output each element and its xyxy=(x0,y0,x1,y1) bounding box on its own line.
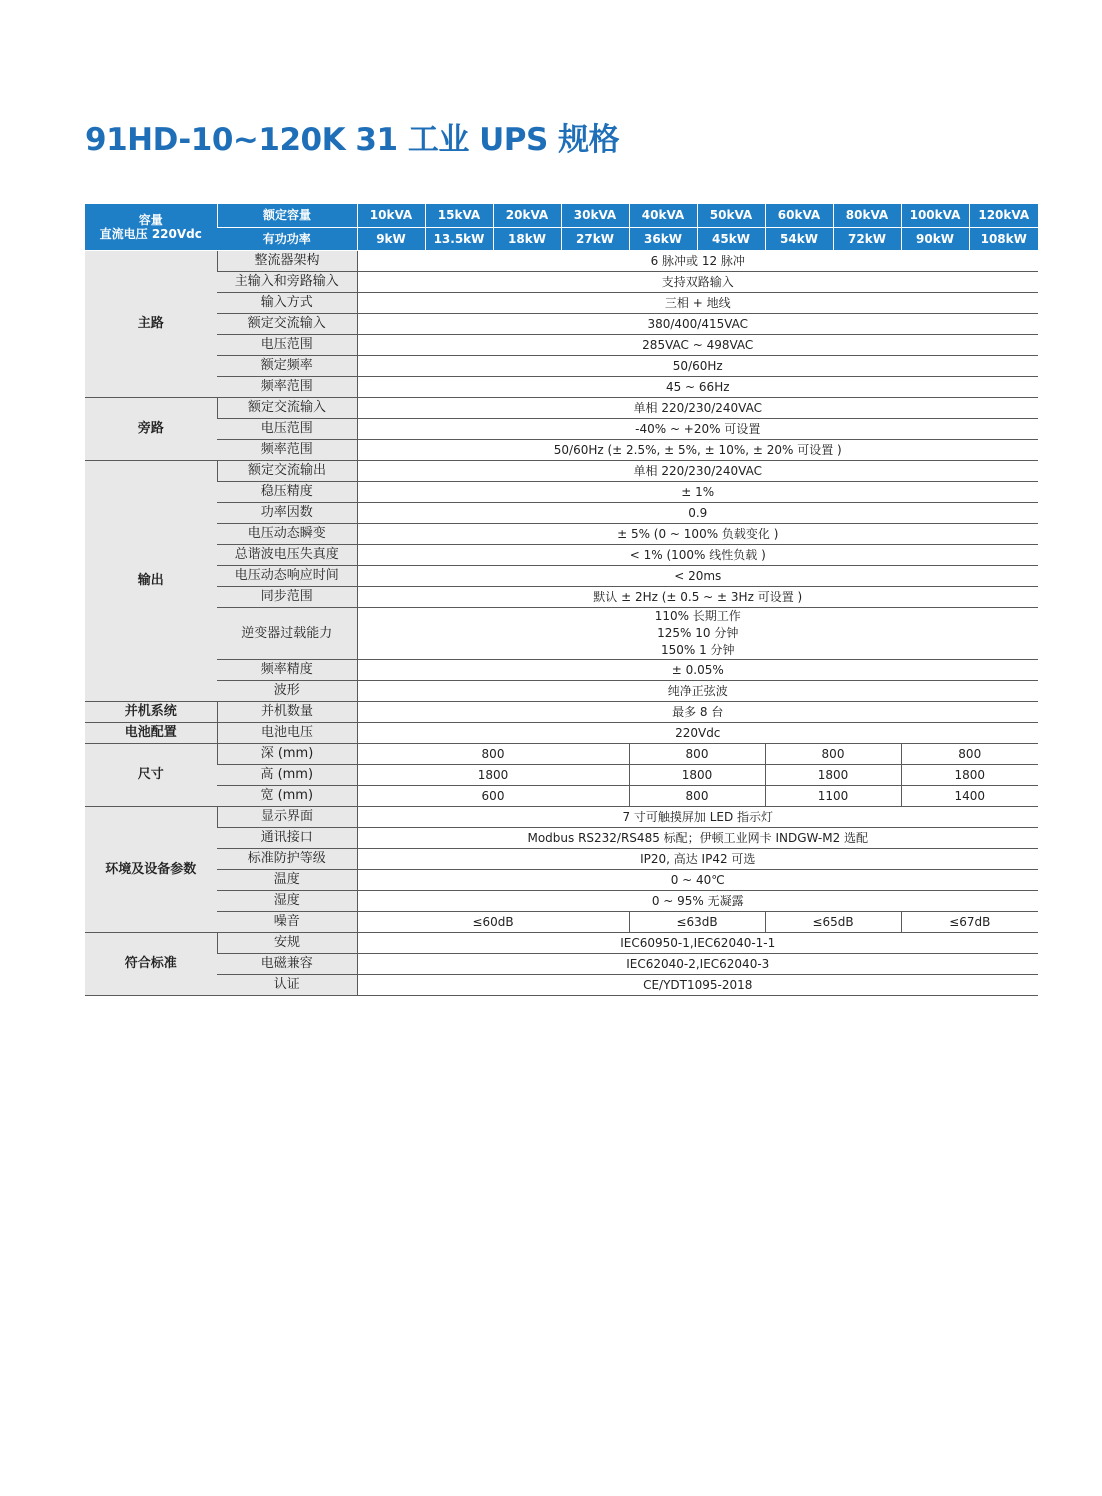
row-value: 600 xyxy=(357,786,629,807)
row-value: 45 ~ 66Hz xyxy=(357,377,1038,398)
row-label: 标准防护等级 xyxy=(217,849,357,870)
row-value: 单相 220/230/240VAC xyxy=(357,461,1038,482)
table-row xyxy=(85,912,1038,933)
table-row xyxy=(85,608,1038,660)
row-value: ± 5% (0 ~ 100% 负载变化 ) xyxy=(357,524,1038,545)
power-cell: 72kW xyxy=(833,228,901,251)
row-label: 波形 xyxy=(217,681,357,702)
row-label: 额定交流输入 xyxy=(217,398,357,419)
row-label: 通讯接口 xyxy=(217,828,357,849)
table-row xyxy=(85,744,1038,765)
power-cell: 90kW xyxy=(901,228,969,251)
rated-capacity-label: 额定容量 xyxy=(217,204,357,228)
overload-line: 150% 1 分钟 xyxy=(660,643,735,657)
row-value: 最多 8 台 xyxy=(357,702,1038,723)
row-label: 输入方式 xyxy=(217,293,357,314)
row-label: 电压动态瞬变 xyxy=(217,524,357,545)
capacity-cell: 100kVA xyxy=(901,204,969,228)
row-label: 电磁兼容 xyxy=(217,954,357,975)
row-value-multiline xyxy=(357,608,1038,660)
table-row xyxy=(85,786,1038,807)
capacity-cell: 120kVA xyxy=(969,204,1038,228)
row-label: 额定频率 xyxy=(217,356,357,377)
row-value: 纯净正弦波 xyxy=(357,681,1038,702)
table-row xyxy=(85,272,1038,293)
row-value: 800 xyxy=(765,744,901,765)
row-label: 电压范围 xyxy=(217,335,357,356)
row-value: < 1% (100% 线性负载 ) xyxy=(357,545,1038,566)
table-row xyxy=(85,419,1038,440)
row-value: 0 ~ 95% 无凝露 xyxy=(357,891,1038,912)
table-row xyxy=(85,377,1038,398)
row-label: 额定交流输出 xyxy=(217,461,357,482)
row-value: IP20, 高达 IP42 可选 xyxy=(357,849,1038,870)
capacity-cell: 80kVA xyxy=(833,204,901,228)
capacity-cell: 50kVA xyxy=(697,204,765,228)
row-label: 稳压精度 xyxy=(217,482,357,503)
row-value: < 20ms xyxy=(357,566,1038,587)
capacity-cell: 20kVA xyxy=(493,204,561,228)
row-value: 800 xyxy=(629,744,765,765)
row-label: 频率精度 xyxy=(217,660,357,681)
row-value: 1800 xyxy=(357,765,629,786)
row-label: 宽 (mm) xyxy=(217,786,357,807)
row-label: 电压范围 xyxy=(217,419,357,440)
power-cell: 13.5kW xyxy=(425,228,493,251)
page-title: 91HD-10~120K 31 工业 UPS 规格 xyxy=(85,122,620,158)
power-cell: 18kW xyxy=(493,228,561,251)
table-row xyxy=(85,954,1038,975)
row-value: ≤65dB xyxy=(765,912,901,933)
row-value: 1400 xyxy=(901,786,1038,807)
table-row xyxy=(85,828,1038,849)
row-label: 电压动态响应时间 xyxy=(217,566,357,587)
header-capacity-label: 容量 xyxy=(138,212,163,227)
table-row xyxy=(85,545,1038,566)
row-value: 1800 xyxy=(765,765,901,786)
power-cell: 36kW xyxy=(629,228,697,251)
table-row xyxy=(85,681,1038,702)
table-row xyxy=(85,891,1038,912)
row-value: 285VAC ~ 498VAC xyxy=(357,335,1038,356)
capacity-cell: 10kVA xyxy=(357,204,425,228)
row-value: -40% ~ +20% 可设置 xyxy=(357,419,1038,440)
table-row xyxy=(85,356,1038,377)
row-value: IEC62040-2,IEC62040-3 xyxy=(357,954,1038,975)
row-value: Modbus RS232/RS485 标配；伊顿工业网卡 INDGW-M2 选配 xyxy=(357,828,1038,849)
power-cell: 108kW xyxy=(969,228,1038,251)
table-row xyxy=(85,293,1038,314)
table-row xyxy=(85,524,1038,545)
table-row xyxy=(85,398,1038,419)
row-value: 50/60Hz (± 2.5%, ± 5%, ± 10%, ± 20% 可设置 ) xyxy=(357,440,1038,461)
row-value: CE/YDT1095-2018 xyxy=(357,975,1038,996)
row-value: 单相 220/230/240VAC xyxy=(357,398,1038,419)
table-row xyxy=(85,807,1038,828)
capacity-cell: 60kVA xyxy=(765,204,833,228)
row-label: 噪音 xyxy=(217,912,357,933)
table-row xyxy=(85,251,1038,272)
row-label: 安规 xyxy=(217,933,357,954)
row-value: 1800 xyxy=(901,765,1038,786)
row-value: 7 寸可触摸屏加 LED 指示灯 xyxy=(357,807,1038,828)
row-label: 频率范围 xyxy=(217,377,357,398)
power-cell: 27kW xyxy=(561,228,629,251)
row-value: 默认 ± 2Hz (± 0.5 ~ ± 3Hz 可设置 ) xyxy=(357,587,1038,608)
row-label: 整流器架构 xyxy=(217,251,357,272)
row-label: 认证 xyxy=(217,975,357,996)
row-value: 800 xyxy=(901,744,1038,765)
table-row xyxy=(85,440,1038,461)
table-row xyxy=(85,975,1038,996)
row-label: 湿度 xyxy=(217,891,357,912)
group-battery: 电池配置 xyxy=(85,723,217,744)
row-label: 总谐波电压失真度 xyxy=(217,545,357,566)
overload-line: 125% 10 分钟 xyxy=(657,626,739,640)
group-parallel: 并机系统 xyxy=(85,702,217,723)
row-label: 逆变器过载能力 xyxy=(217,608,357,660)
table-row xyxy=(85,660,1038,681)
table-row xyxy=(85,702,1038,723)
row-value: 0 ~ 40℃ xyxy=(357,870,1038,891)
spec-table xyxy=(85,204,1038,996)
table-row xyxy=(85,482,1038,503)
row-value: ≤63dB xyxy=(629,912,765,933)
table-row xyxy=(85,765,1038,786)
row-label: 深 (mm) xyxy=(217,744,357,765)
table-row xyxy=(85,314,1038,335)
row-value: 6 脉冲或 12 脉冲 xyxy=(357,251,1038,272)
capacity-cell: 30kVA xyxy=(561,204,629,228)
row-value: 三相 + 地线 xyxy=(357,293,1038,314)
table-row xyxy=(85,933,1038,954)
table-row xyxy=(85,503,1038,524)
header-group-cell xyxy=(85,204,217,251)
row-value: 220Vdc xyxy=(357,723,1038,744)
row-label: 高 (mm) xyxy=(217,765,357,786)
row-label: 同步范围 xyxy=(217,587,357,608)
group-bypass: 旁路 xyxy=(85,398,217,461)
row-label: 额定交流输入 xyxy=(217,314,357,335)
group-env: 环境及设备参数 xyxy=(85,807,217,933)
capacity-cell: 40kVA xyxy=(629,204,697,228)
row-value: ≤67dB xyxy=(901,912,1038,933)
header-row-capacity xyxy=(85,204,1038,228)
row-value: 1800 xyxy=(629,765,765,786)
capacity-cell: 15kVA xyxy=(425,204,493,228)
header-dc-voltage-label: 直流电压 220Vdc xyxy=(99,227,202,241)
table-row xyxy=(85,587,1038,608)
row-value: 380/400/415VAC xyxy=(357,314,1038,335)
row-value: ≤60dB xyxy=(357,912,629,933)
table-row xyxy=(85,461,1038,482)
row-value: 支持双路输入 xyxy=(357,272,1038,293)
overload-line: 110% 长期工作 xyxy=(654,609,741,623)
row-label: 频率范围 xyxy=(217,440,357,461)
row-value: 50/60Hz xyxy=(357,356,1038,377)
row-label: 温度 xyxy=(217,870,357,891)
group-size: 尺寸 xyxy=(85,744,217,807)
row-value: 0.9 xyxy=(357,503,1038,524)
row-value: ± 0.05% xyxy=(357,660,1038,681)
header-row-power xyxy=(85,228,1038,251)
row-label: 显示界面 xyxy=(217,807,357,828)
active-power-label: 有功功率 xyxy=(217,228,357,251)
power-cell: 54kW xyxy=(765,228,833,251)
row-value: 800 xyxy=(629,786,765,807)
row-value: 1100 xyxy=(765,786,901,807)
power-cell: 45kW xyxy=(697,228,765,251)
table-row xyxy=(85,566,1038,587)
table-row xyxy=(85,723,1038,744)
table-row xyxy=(85,335,1038,356)
group-output: 输出 xyxy=(85,461,217,702)
table-row xyxy=(85,849,1038,870)
row-label: 功率因数 xyxy=(217,503,357,524)
row-value: 800 xyxy=(357,744,629,765)
row-label: 主输入和旁路输入 xyxy=(217,272,357,293)
row-label: 并机数量 xyxy=(217,702,357,723)
row-value: ± 1% xyxy=(357,482,1038,503)
row-value: IEC60950-1,IEC62040-1-1 xyxy=(357,933,1038,954)
table-row xyxy=(85,870,1038,891)
group-standard: 符合标准 xyxy=(85,933,217,996)
power-cell: 9kW xyxy=(357,228,425,251)
group-main: 主路 xyxy=(85,251,217,398)
row-label: 电池电压 xyxy=(217,723,357,744)
